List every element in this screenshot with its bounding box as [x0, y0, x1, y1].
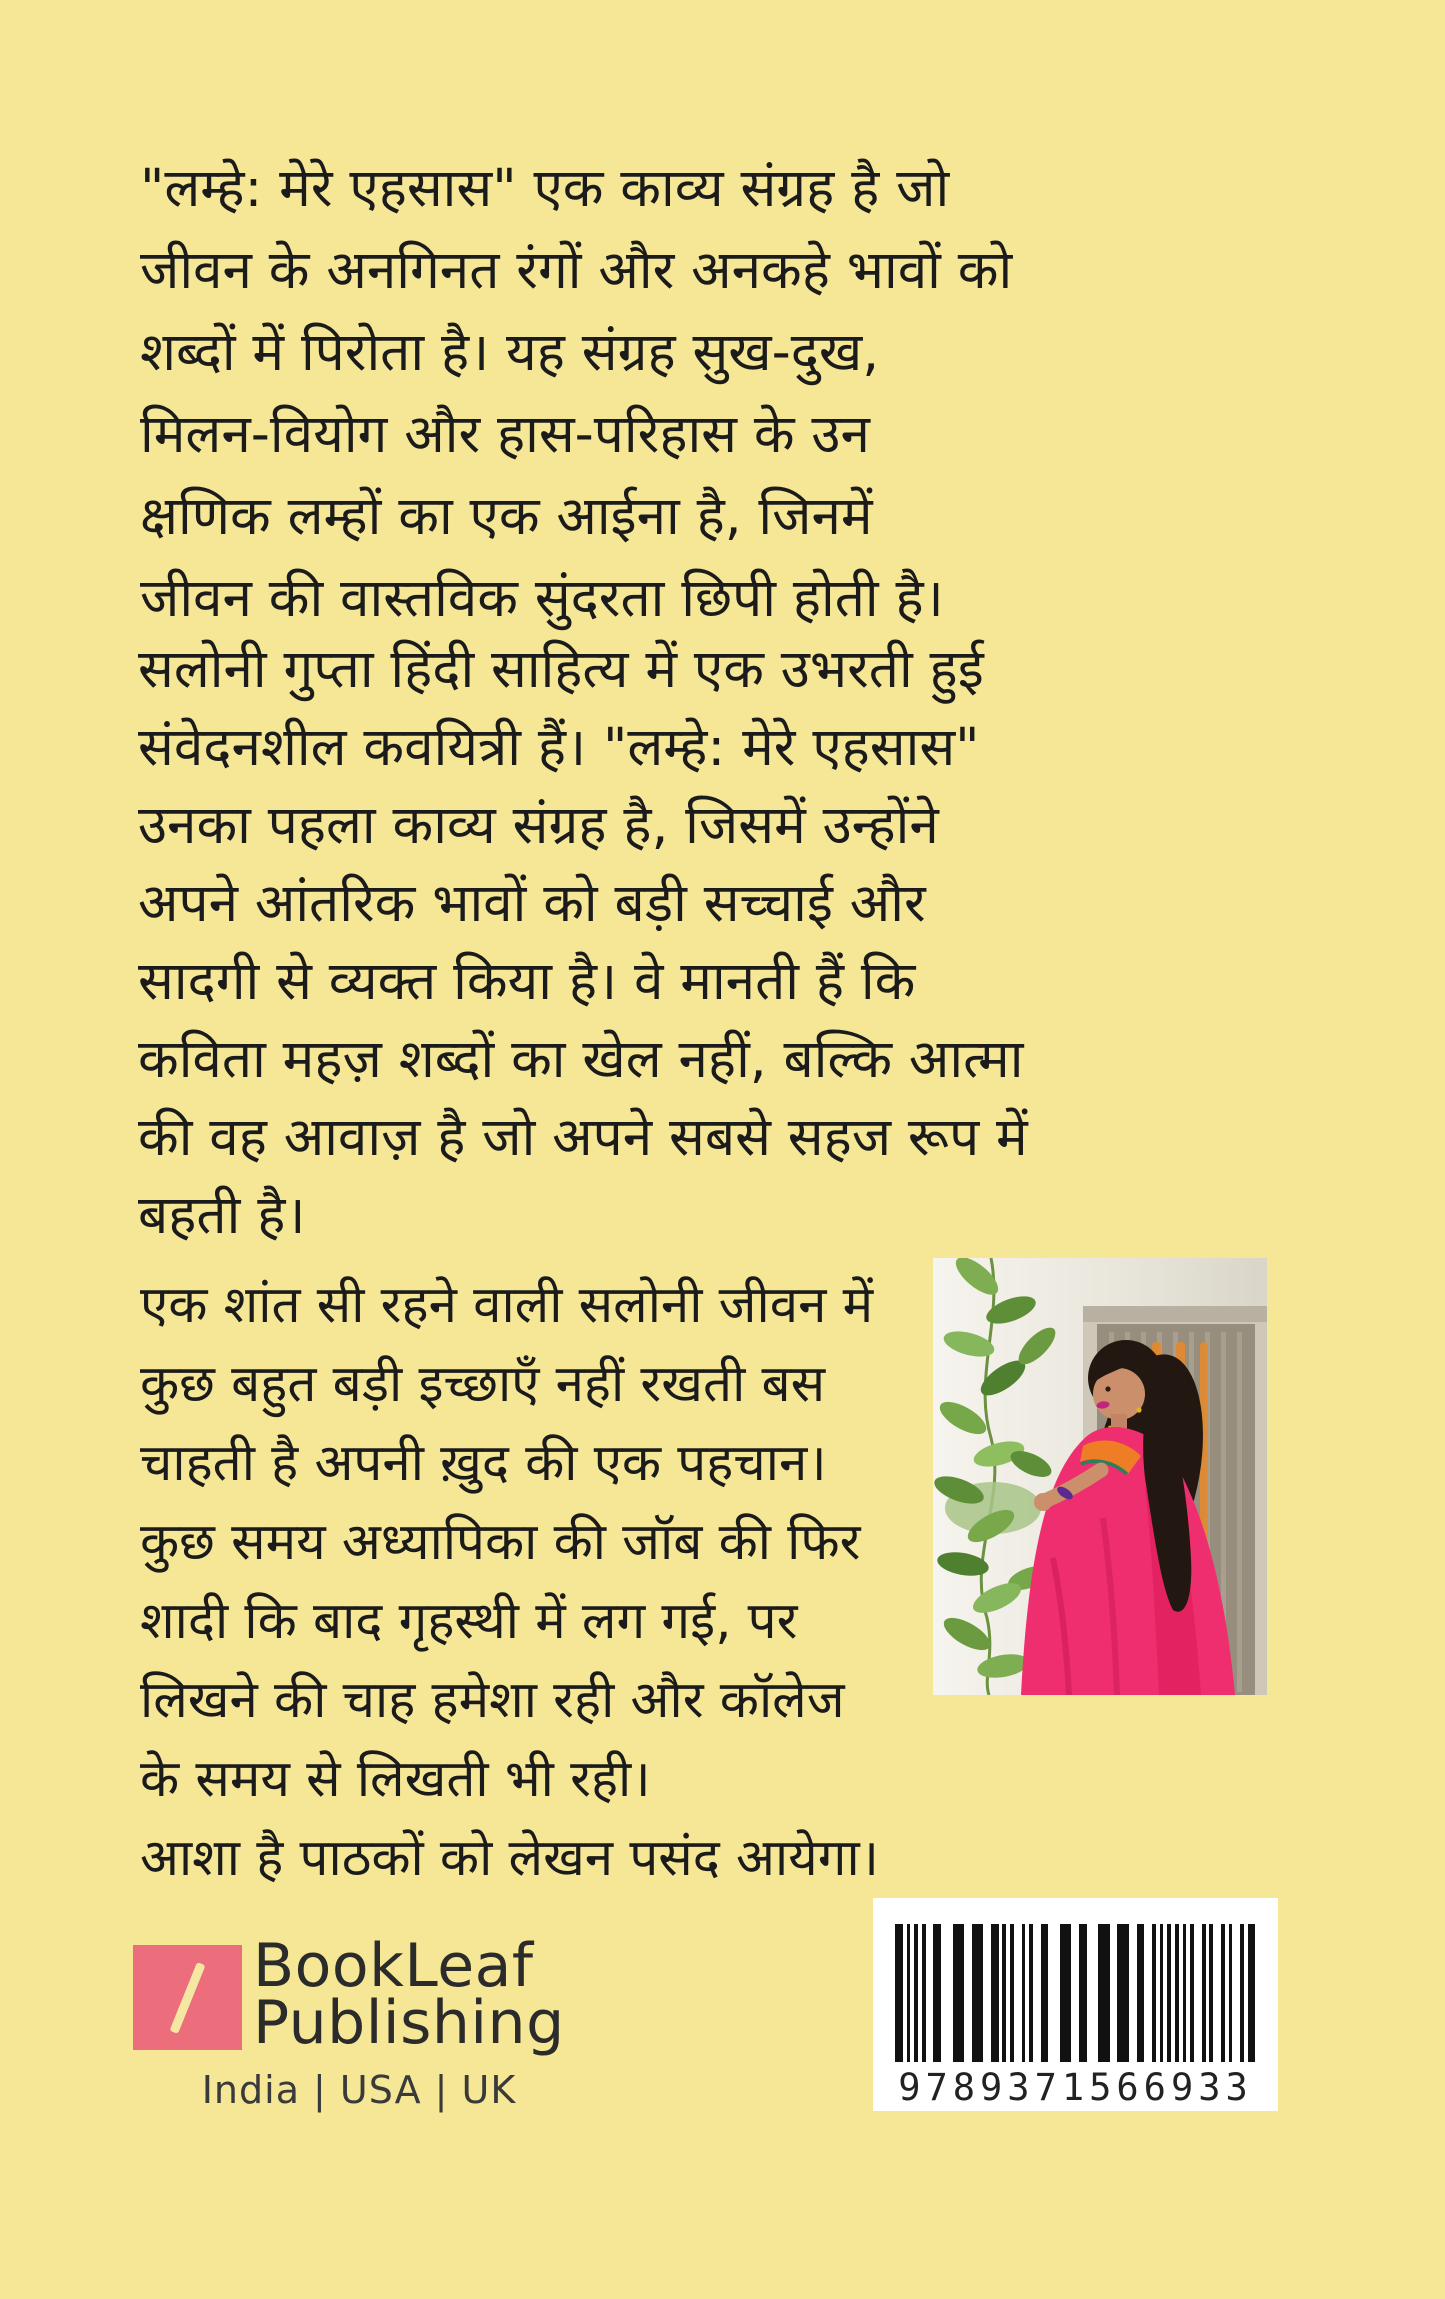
barcode-bar: [1041, 1924, 1049, 2062]
slash-icon: [169, 1962, 205, 2034]
text-line: शादी कि बाद गृहस्थी में लग गई, पर: [140, 1592, 798, 1651]
barcode-bar: [907, 1924, 911, 2062]
about-author-paragraph: [138, 631, 1028, 1255]
barcode-bars: [895, 1924, 1256, 2062]
barcode-bar: [1167, 1924, 1171, 2062]
barcode-bar: [1209, 1924, 1213, 2062]
barcode-bar: [953, 1924, 965, 2062]
barcode-bar: [895, 1924, 903, 2062]
text-line: के समय से लिखती भी रही।: [140, 1750, 651, 1809]
author-photo: [933, 1258, 1267, 1695]
barcode-bar: [972, 1924, 984, 2062]
text-line: बहती है।: [138, 1185, 306, 1246]
publisher-name-line2: Publishing: [253, 1988, 565, 2058]
barcode-bar: [1137, 1924, 1145, 2062]
text-line: सलोनी गुप्ता हिंदी साहित्य में एक उभरती हुई: [138, 639, 984, 700]
text-line: कुछ समय अध्यापिका की जॉब की फिर: [140, 1513, 861, 1572]
text-line: अपने आंतरिक भावों को बड़ी सच्चाई और: [138, 873, 926, 934]
text-line: जीवन की वास्तविक सुंदरता छिपी होती है।: [140, 568, 944, 629]
barcode-bar: [1002, 1924, 1006, 2062]
text-line: मिलन-वियोग और हास-परिहास के उन: [140, 404, 870, 465]
barcode-bar: [933, 1924, 941, 2062]
barcode-bar: [1022, 1924, 1026, 2062]
text-line: की वह आवाज़ है जो अपने सबसे सहज रूप में: [138, 1107, 1028, 1168]
barcode-bar: [922, 1924, 926, 2062]
barcode-bar: [1248, 1924, 1256, 2062]
barcode-number: 9789371566933: [898, 2066, 1253, 2109]
text-line: उनका पहला काव्य संग्रह है, जिसमें उन्होंने: [138, 795, 939, 856]
author-note-paragraph: [140, 1266, 879, 1898]
text-line: एक शांत सी रहने वाली सलोनी जीवन में: [140, 1276, 874, 1335]
barcode-bar: [1240, 1924, 1244, 2062]
publisher-name-line1: BookLeaf: [253, 1931, 534, 2001]
text-line: सादगी से व्यक्त किया है। वे मानती हैं कि: [138, 951, 916, 1012]
publisher-logo: [133, 1945, 242, 2050]
barcode-bar: [1202, 1924, 1206, 2062]
text-line: शब्दों में पिरोता है। यह संग्रह सुख-दुख,: [140, 322, 880, 383]
barcode-bar: [1060, 1924, 1072, 2062]
text-line: क्षणिक लम्हों का एक आईना है, जिनमें: [140, 486, 873, 547]
text-line: कविता महज़ शब्दों का खेल नहीं, बल्कि आत्मा: [138, 1029, 1024, 1090]
barcode-bar: [1010, 1924, 1014, 2062]
publisher-regions: India | USA | UK: [201, 2068, 517, 2112]
barcode-bar: [1079, 1924, 1087, 2062]
barcode-bar: [1029, 1924, 1033, 2062]
barcode-bar: [1229, 1924, 1233, 2062]
barcode-bar: [1190, 1924, 1194, 2062]
barcode: [873, 1898, 1278, 2111]
text-line: कुछ बहुत बड़ी इच्छाएँ नहीं रखती बस: [140, 1355, 826, 1414]
barcode-bar: [914, 1924, 918, 2062]
barcode-bar: [1152, 1924, 1156, 2062]
text-line: "लम्हे: मेरे एहसास" एक काव्य संग्रह है जो: [140, 158, 950, 219]
text-line: चाहती है अपनी ख़ुद की एक पहचान।: [140, 1434, 827, 1493]
text-line: आशा है पाठकों को लेखन पसंद आयेगा।: [140, 1829, 880, 1888]
barcode-bar: [1098, 1924, 1110, 2062]
text-line: जीवन के अनगिनत रंगों और अनकहे भावों को: [140, 240, 1013, 301]
text-line: लिखने की चाह हमेशा रही और कॉलेज: [140, 1671, 845, 1730]
text-line: संवेदनशील कवयित्री हैं। "लम्हे: मेरे एहसास": [138, 717, 980, 778]
barcode-bar: [1221, 1924, 1225, 2062]
about-book-paragraph: [140, 148, 1012, 640]
barcode-bar: [1183, 1924, 1187, 2062]
barcode-bar: [1117, 1924, 1129, 2062]
barcode-bar: [1160, 1924, 1164, 2062]
barcode-bar: [991, 1924, 999, 2062]
barcode-bar: [1175, 1924, 1179, 2062]
